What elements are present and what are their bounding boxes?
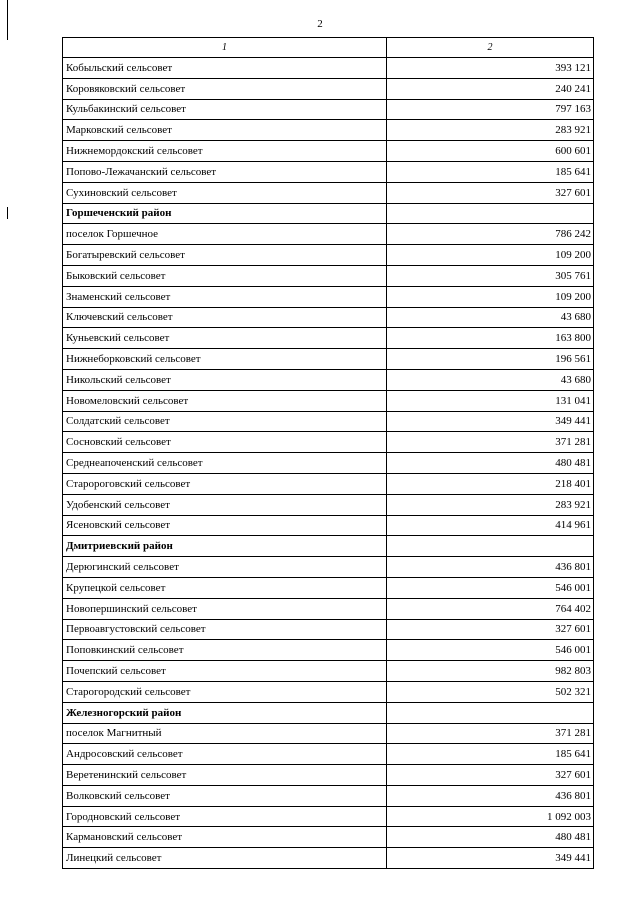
- amount-cell: 109 200: [387, 245, 594, 266]
- table-row: [63, 78, 594, 99]
- amount-cell: 546 001: [387, 640, 594, 661]
- amount-cell: 797 163: [387, 99, 594, 120]
- table-row: [63, 577, 594, 598]
- district-name: Горшеченский район: [63, 203, 387, 224]
- settlement-name: Старороговский сельсовет: [63, 473, 387, 494]
- table-row: [63, 557, 594, 578]
- district-name: Железногорский район: [63, 702, 387, 723]
- settlement-name: поселок Горшечное: [63, 224, 387, 245]
- settlement-name: Сухиновский сельсовет: [63, 182, 387, 203]
- settlement-name: Кобыльский сельсовет: [63, 58, 387, 79]
- table-row: [63, 182, 594, 203]
- table-row: [63, 161, 594, 182]
- amount-cell: 196 561: [387, 349, 594, 370]
- settlement-name: Ключевский сельсовет: [63, 307, 387, 328]
- table-header-row: [63, 38, 594, 58]
- column-header-2: 2: [387, 38, 594, 58]
- district-header-row: [63, 203, 594, 224]
- table-row: [63, 141, 594, 162]
- amount-cell: 327 601: [387, 619, 594, 640]
- settlement-name: Андросовский сельсовет: [63, 744, 387, 765]
- amount-cell: 786 242: [387, 224, 594, 245]
- settlement-name: Сосновский сельсовет: [63, 432, 387, 453]
- settlement-name: Ясеновский сельсовет: [63, 515, 387, 536]
- table-row: [63, 744, 594, 765]
- settlement-name: Веретенинский сельсовет: [63, 765, 387, 786]
- table-row: [63, 307, 594, 328]
- settlement-name: Кармановский сельсовет: [63, 827, 387, 848]
- amount-cell: [387, 536, 594, 557]
- settlement-name: Старогородский сельсовет: [63, 681, 387, 702]
- amount-cell: 131 041: [387, 390, 594, 411]
- settlement-name: Дерюгинский сельсовет: [63, 557, 387, 578]
- amount-cell: 414 961: [387, 515, 594, 536]
- amount-cell: 546 001: [387, 577, 594, 598]
- column-header-1: 1: [63, 38, 387, 58]
- amount-cell: 327 601: [387, 765, 594, 786]
- amount-cell: 393 121: [387, 58, 594, 79]
- table-row: [63, 473, 594, 494]
- settlement-name: Никольский сельсовет: [63, 369, 387, 390]
- amount-cell: 349 441: [387, 411, 594, 432]
- table-row: [63, 494, 594, 515]
- amount-cell: 600 601: [387, 141, 594, 162]
- amount-cell: [387, 702, 594, 723]
- table-row: [63, 328, 594, 349]
- settlement-name: Волковский сельсовет: [63, 785, 387, 806]
- settlement-name: Поповкинский сельсовет: [63, 640, 387, 661]
- amount-cell: 502 321: [387, 681, 594, 702]
- settlement-name: Куньевский сельсовет: [63, 328, 387, 349]
- amount-cell: 240 241: [387, 78, 594, 99]
- table-row: [63, 286, 594, 307]
- settlement-name: Знаменский сельсовет: [63, 286, 387, 307]
- table-row: [63, 369, 594, 390]
- table-row: [63, 99, 594, 120]
- table-row: [63, 120, 594, 141]
- table-row: [63, 390, 594, 411]
- page-number: 2: [317, 18, 323, 30]
- table-row: [63, 661, 594, 682]
- settlement-name: Первоавгустовский сельсовет: [63, 619, 387, 640]
- settlement-name: Линецкий сельсовет: [63, 848, 387, 869]
- amount-cell: 283 921: [387, 120, 594, 141]
- table-row: [63, 224, 594, 245]
- settlement-name: Среднеапоченский сельсовет: [63, 453, 387, 474]
- table-row: [63, 806, 594, 827]
- district-header-row: [63, 536, 594, 557]
- amount-cell: 371 281: [387, 723, 594, 744]
- table-row: [63, 349, 594, 370]
- amount-cell: 349 441: [387, 848, 594, 869]
- settlement-name: Богатыревский сельсовет: [63, 245, 387, 266]
- table-row: [63, 245, 594, 266]
- table-row: [63, 681, 594, 702]
- amount-cell: 109 200: [387, 286, 594, 307]
- left-margin-mark-bottom: [7, 207, 8, 219]
- amount-cell: 764 402: [387, 598, 594, 619]
- settlement-name: Солдатский сельсовет: [63, 411, 387, 432]
- amount-cell: 163 800: [387, 328, 594, 349]
- table-row: [63, 453, 594, 474]
- amount-cell: 436 801: [387, 557, 594, 578]
- settlement-name: Марковский сельсовет: [63, 120, 387, 141]
- table-row: [63, 723, 594, 744]
- settlement-name: Нижнеборковский сельсовет: [63, 349, 387, 370]
- settlement-name: Быковский сельсовет: [63, 265, 387, 286]
- table-row: [63, 640, 594, 661]
- settlement-name: Попово-Лежачанский сельсовет: [63, 161, 387, 182]
- amount-cell: 185 641: [387, 161, 594, 182]
- table-row: [63, 411, 594, 432]
- amount-cell: [387, 203, 594, 224]
- amount-cell: 436 801: [387, 785, 594, 806]
- data-table: [62, 37, 594, 869]
- table-row: [63, 58, 594, 79]
- amount-cell: 283 921: [387, 494, 594, 515]
- settlement-name: Новопершинский сельсовет: [63, 598, 387, 619]
- table-row: [63, 265, 594, 286]
- amount-cell: 371 281: [387, 432, 594, 453]
- settlement-name: Нижнемордокский сельсовет: [63, 141, 387, 162]
- settlement-name: Крупецкой сельсовет: [63, 577, 387, 598]
- settlement-name: Новомеловский сельсовет: [63, 390, 387, 411]
- table-row: [63, 827, 594, 848]
- table-row: [63, 515, 594, 536]
- amount-cell: 982 803: [387, 661, 594, 682]
- amount-cell: 218 401: [387, 473, 594, 494]
- amount-cell: 1 092 003: [387, 806, 594, 827]
- settlement-name: Коровяковский сельсовет: [63, 78, 387, 99]
- amount-cell: 480 481: [387, 453, 594, 474]
- table-row: [63, 619, 594, 640]
- amount-cell: 305 761: [387, 265, 594, 286]
- table-row: [63, 848, 594, 869]
- left-margin-mark-top: [7, 0, 8, 40]
- settlement-name: Почепский сельсовет: [63, 661, 387, 682]
- amount-cell: 327 601: [387, 182, 594, 203]
- table-row: [63, 765, 594, 786]
- settlement-name: Городновский сельсовет: [63, 806, 387, 827]
- district-header-row: [63, 702, 594, 723]
- table-row: [63, 785, 594, 806]
- settlement-name: поселок Магнитный: [63, 723, 387, 744]
- table-body: [63, 58, 594, 869]
- table-row: [63, 432, 594, 453]
- table-row: [63, 598, 594, 619]
- settlement-name: Удобенский сельсовет: [63, 494, 387, 515]
- amount-cell: 43 680: [387, 307, 594, 328]
- amount-cell: 43 680: [387, 369, 594, 390]
- district-name: Дмитриевский район: [63, 536, 387, 557]
- amount-cell: 480 481: [387, 827, 594, 848]
- amount-cell: 185 641: [387, 744, 594, 765]
- settlement-name: Кульбакинский сельсовет: [63, 99, 387, 120]
